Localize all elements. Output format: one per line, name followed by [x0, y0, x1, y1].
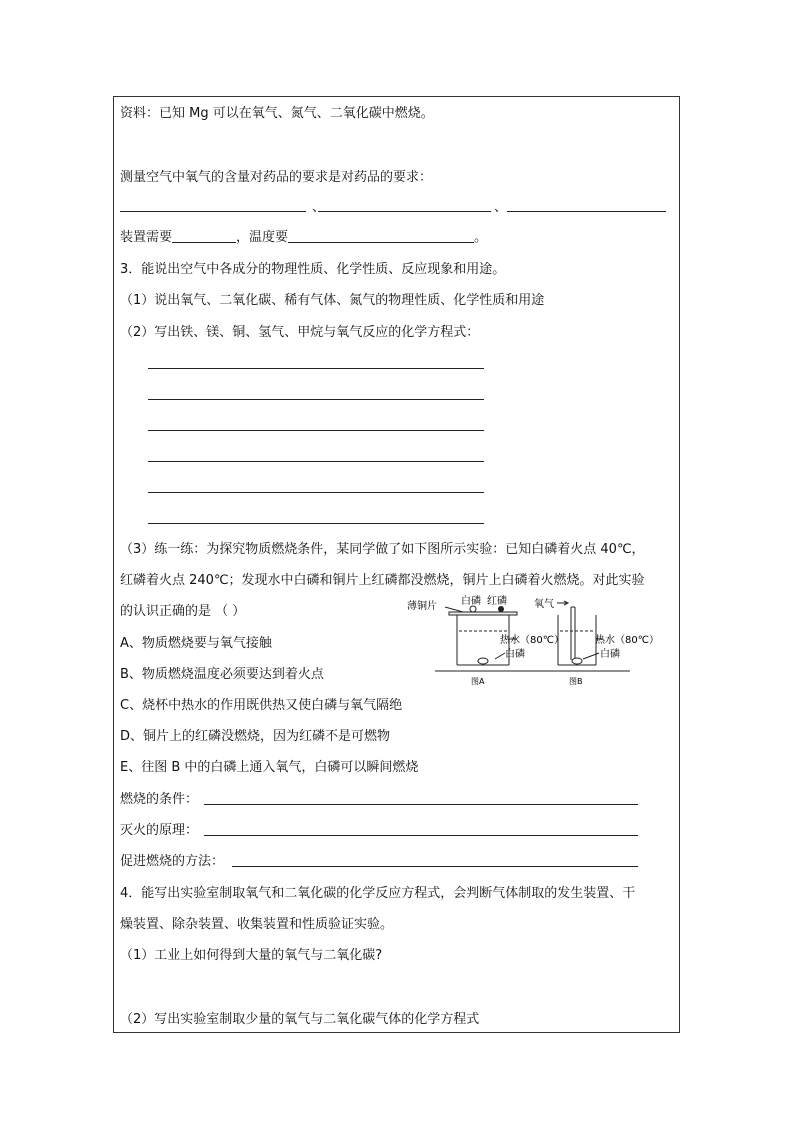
objective-4-line-2: 燥装置、除杂装置、收集装置和性质验证实验。 [120, 917, 394, 932]
equation-line-5[interactable] [148, 492, 484, 493]
oxygen-label: 氧气 [534, 599, 554, 610]
white-phosphorus-label: 白磷 [461, 596, 481, 607]
question-3-2: （2）写出铁、镁、铜、氢气、甲烷与氧气反应的化学方程式： [120, 325, 480, 340]
figure-a-caption: 图A [471, 677, 485, 686]
white-phosphorus-b-label: 白磷 [600, 649, 620, 660]
question-4-1: （1）工业上如何得到大量的氧气与二氧化碳? [120, 948, 383, 963]
equation-line-6[interactable] [148, 523, 484, 524]
option-c[interactable]: C、烧杯中热水的作用既供热又使白磷与氧气隔绝 [120, 698, 403, 713]
device-label: 装置需要 [120, 230, 173, 245]
red-phosphorus-label: 红磷 [487, 596, 507, 607]
extinguish-principle-label: 灭火的原理： [120, 823, 199, 838]
option-b[interactable]: B、物质燃烧温度必须要达到着火点 [120, 667, 324, 682]
exercise-line-3: 的认识正确的是 （ ） [120, 604, 246, 619]
equation-line-4[interactable] [148, 461, 484, 462]
separator-1: 、 [312, 200, 326, 215]
device-blank[interactable] [172, 230, 236, 243]
option-a[interactable]: A、物质燃烧要与氧气接触 [120, 636, 272, 651]
extinguish-principle-blank[interactable] [204, 835, 638, 836]
equation-line-2[interactable] [148, 399, 484, 400]
option-e[interactable]: E、往图 B 中的白磷上通入氧气，白磷可以瞬间燃烧 [120, 760, 419, 775]
hot-water-a-label: 热水（80℃） [500, 635, 564, 646]
equation-line-1[interactable] [148, 368, 484, 369]
hot-water-b-label: 热水（80℃） [595, 635, 659, 646]
oxygen-measure-question: 测量空气中氧气的含量对药品的要求是对药品的要求： [120, 170, 433, 185]
answer-blank-1[interactable] [120, 211, 306, 212]
white-phosphorus-a-label: 白磷 [505, 649, 525, 660]
combustion-condition-blank[interactable] [204, 804, 638, 805]
combustion-condition-label: 燃烧的条件： [120, 792, 199, 807]
exercise-line-1: （3）练一练：为探究物质燃烧条件，某同学做了如下图所示实验：已知白磷着火点 40℃， [120, 542, 645, 557]
figure-b-caption: 图B [569, 677, 583, 686]
temperature-label: ，温度要 [236, 230, 289, 245]
objective-3: 3．能说出空气中各成分的物理性质、化学性质、反应现象和用途。 [120, 262, 506, 277]
device-requirement-line [120, 230, 487, 246]
answer-blank-2[interactable] [318, 211, 491, 212]
exercise-line-2: 红磷着火点 240℃；发现水中白磷和铜片上红磷都没燃烧，铜片上白磷着火燃烧。对此实验 [120, 573, 645, 588]
promote-combustion-blank[interactable] [232, 866, 638, 867]
answer-blank-3[interactable] [507, 211, 666, 212]
copper-sheet-label: 薄铜片 [407, 601, 437, 612]
promote-combustion-label: 促进燃烧的方法： [120, 854, 225, 869]
equation-line-3[interactable] [148, 430, 484, 431]
temperature-blank[interactable] [288, 230, 474, 243]
question-4-2: （2）写出实验室制取少量的氧气与二氧化碳气体的化学方程式 [120, 1012, 480, 1027]
option-d[interactable]: D、铜片上的红磷没燃烧，因为红磷不是可燃物 [120, 729, 391, 744]
question-3-1: （1）说出氧气、二氧化碳、稀有气体、氮气的物理性质、化学性质和用途 [120, 293, 545, 308]
period: 。 [474, 230, 488, 245]
separator-2: 、 [494, 200, 508, 215]
material-note: 资料：已知 Mg 可以在氧气、氮气、二氧化碳中燃烧。 [120, 106, 434, 121]
objective-4-line-1: 4．能写出实验室制取氧气和二氧化碳的化学反应方程式，会判断气体制取的发生装置、干 [120, 886, 636, 901]
combustion-experiment-figure [405, 595, 667, 690]
